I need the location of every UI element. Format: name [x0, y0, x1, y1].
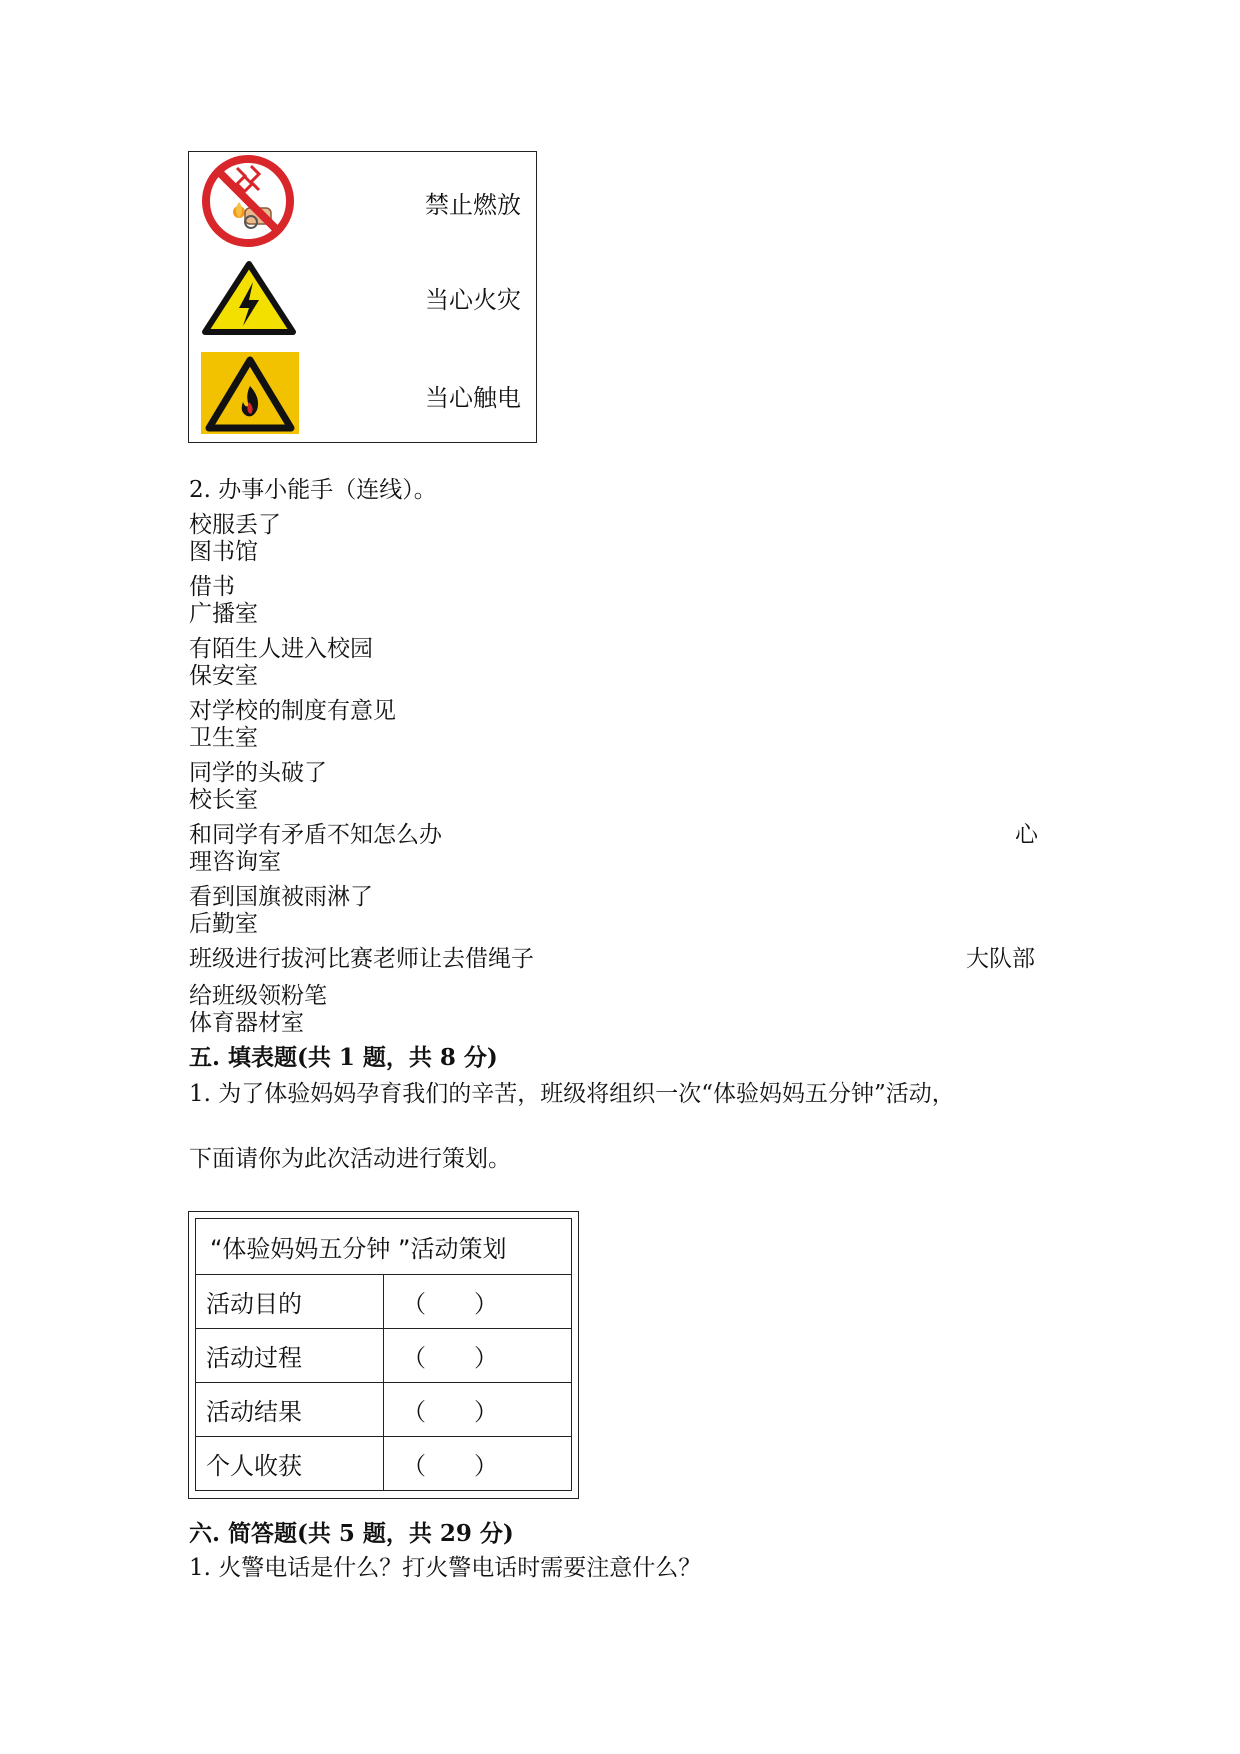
table-title: “体验妈妈五分钟 ”活动策划 — [196, 1219, 572, 1275]
table-row — [196, 1437, 572, 1491]
q2-line: 校长室 — [189, 787, 258, 813]
q2-right-text: 大队部 — [966, 946, 1035, 972]
question-text: 下面请你为此次活动进行策划。 — [189, 1146, 511, 1172]
row-label: 活动结果 — [196, 1383, 384, 1437]
sign-label-1: 禁止燃放 — [425, 191, 521, 219]
q2-line: 图书馆 — [189, 539, 258, 565]
table-row — [196, 1329, 572, 1383]
q2-line: 给班级领粉笔 — [189, 983, 327, 1009]
q2-line: 后勤室 — [189, 911, 258, 937]
answer-blank[interactable]: （ ） — [384, 1329, 572, 1383]
q2-line: 理咨询室 — [189, 849, 281, 875]
sign-label-2: 当心火灾 — [425, 286, 521, 314]
q2-line: 校服丢了 — [189, 512, 281, 538]
q2-line: 有陌生人进入校园 — [189, 636, 373, 662]
sign-label-3: 当心触电 — [425, 384, 521, 412]
q2-line: 同学的头破了 — [189, 760, 327, 786]
q2-line: 看到国旗被雨淋了 — [189, 884, 373, 910]
q2-line: 和同学有矛盾不知怎么办 — [189, 822, 442, 848]
safety-signs-box — [188, 151, 537, 443]
answer-blank[interactable]: （ ） — [384, 1275, 572, 1329]
question-text: 1. 火警电话是什么？打火警电话时需要注意什么？ — [189, 1555, 702, 1581]
no-fireworks-icon — [201, 154, 295, 248]
q2-line: 班级进行拔河比赛老师让去借绳子 — [189, 946, 534, 972]
answer-blank[interactable]: （ ） — [384, 1437, 572, 1491]
question-text: 1. 为了体验妈妈孕育我们的辛苦，班级将组织一次“体验妈妈五分钟”活动， — [189, 1081, 955, 1107]
q2-line: 保安室 — [189, 663, 258, 689]
table-row — [196, 1275, 572, 1329]
section-heading: 六. 简答题(共 5 题，共 29 分) — [189, 1520, 514, 1547]
q2-line: 对学校的制度有意见 — [189, 698, 396, 724]
q2-title: 2. 办事小能手（连线）。 — [189, 477, 437, 503]
activity-plan-table-frame — [188, 1211, 579, 1499]
electric-hazard-icon — [201, 260, 297, 336]
section-heading: 五. 填表题(共 1 题，共 8 分) — [189, 1044, 498, 1071]
row-label: 活动过程 — [196, 1329, 384, 1383]
q2-line: 借书 — [189, 574, 235, 600]
q2-line: 卫生室 — [189, 725, 258, 751]
activity-plan-table — [195, 1218, 572, 1491]
q2-right-text: 心 — [1015, 822, 1038, 848]
answer-blank[interactable]: （ ） — [384, 1383, 572, 1437]
row-label: 活动目的 — [196, 1275, 384, 1329]
q2-line: 广播室 — [189, 601, 258, 627]
q2-line: 体育器材室 — [189, 1010, 304, 1036]
fire-hazard-icon — [201, 352, 299, 434]
table-row — [196, 1383, 572, 1437]
row-label: 个人收获 — [196, 1437, 384, 1491]
